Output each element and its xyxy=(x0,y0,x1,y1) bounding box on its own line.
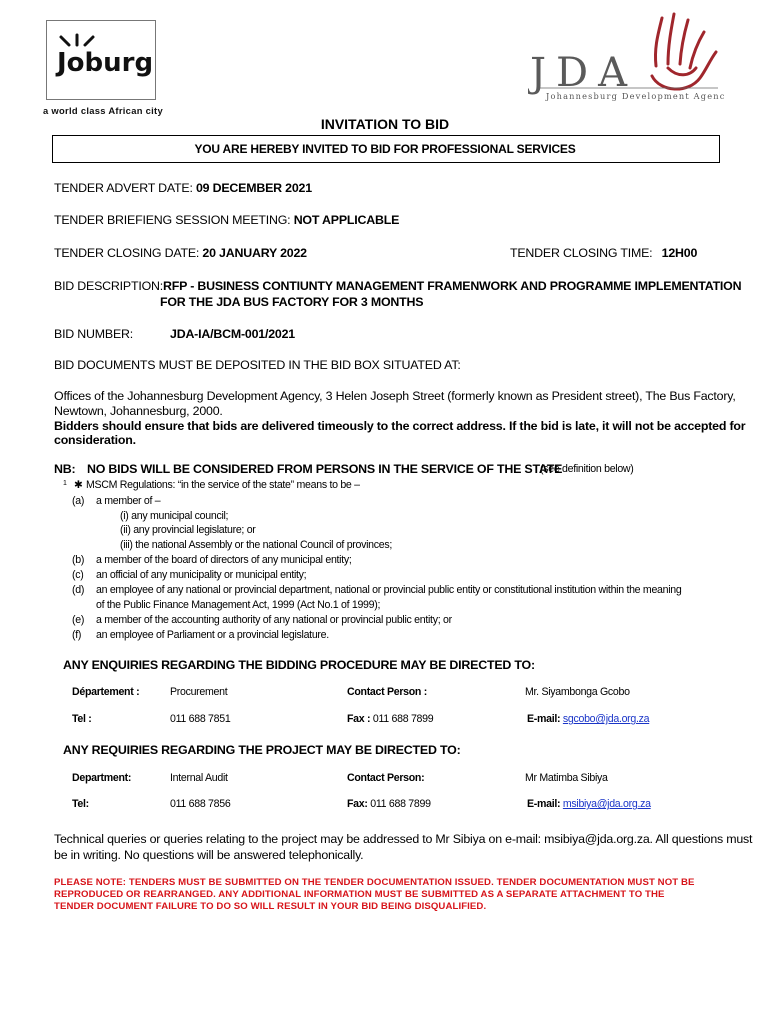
deposit-heading: BID DOCUMENTS MUST BE DEPOSITED IN THE BID BOX SITUATED AT: xyxy=(54,358,461,372)
project-fax-value: 011 688 7899 xyxy=(370,798,431,810)
page-subtitle: YOU ARE HEREBY INVITED TO BID FOR PROFESSIONAL SERVICES xyxy=(194,142,576,156)
project-email xyxy=(527,798,651,810)
deposit-address-line1: Offices of the Johannesburg Development Agency, 3 Helen Joseph Street (formerly known as President street), The Bus Factory, xyxy=(54,389,736,403)
tender-closing-time-label: TENDER CLOSING TIME: xyxy=(510,246,653,260)
nb-item-continued: of the Public Finance Management Act, 1999 (Act No.1 of 1999); xyxy=(96,599,381,611)
project-email-link[interactable]: msibiya@jda.org.za xyxy=(562,798,651,810)
joburg-logo-graphic xyxy=(47,21,155,99)
bidding-fax xyxy=(347,713,433,725)
notice-line1: PLEASE NOTE: TENDERS MUST BE SUBMITTED ON THE TENDER DOCUMENTATION ISSUED. TENDER DOCUMENTATION MUST NOT BE xyxy=(54,877,695,888)
bidding-enquiries-heading: ANY ENQUIRIES REGARDING THE BIDDING PROCEDURE MAY BE DIRECTED TO: xyxy=(63,658,535,672)
tender-briefing xyxy=(54,213,399,227)
nb-subitem: (i) any municipal council; xyxy=(120,510,229,522)
mscm-regulation: MSCM Regulations: “in the service of the state” means to be – xyxy=(86,479,360,491)
nb-label: NB: xyxy=(54,462,76,476)
bidding-dept-value: Procurement xyxy=(170,686,228,698)
project-email-label: E-mail: xyxy=(527,798,561,810)
bidding-dept-label: Département : xyxy=(72,686,140,698)
project-tel-value: 011 688 7856 xyxy=(170,798,231,810)
joburg-tagline: a world class African city xyxy=(43,105,163,116)
bidding-contact-label: Contact Person : xyxy=(347,686,427,698)
technical-queries-line1: Technical queries or queries relating to the project may be addressed to Mr Sibiya on e-mail: msibiya@jda.org.za. All questions must xyxy=(54,832,753,846)
tender-advert-date xyxy=(54,181,312,195)
nb-subitem: (iii) the national Assembly or the national Council of provinces; xyxy=(120,539,392,551)
bid-number-value: JDA-IA/BCM-001/2021 xyxy=(170,327,295,341)
tender-advert-label: TENDER ADVERT DATE: xyxy=(54,181,193,195)
jda-logo-graphic xyxy=(528,8,724,104)
bidding-email-label: E-mail: xyxy=(527,713,561,725)
project-enquiries-heading: ANY REQUIRIES REGARDING THE PROJECT MAY BE DIRECTED TO: xyxy=(63,743,461,757)
jda-hand-icon xyxy=(652,14,716,89)
nb-item: an official of any municipality or municipal entity; xyxy=(96,569,307,581)
jda-logo-text: JDA xyxy=(530,50,637,96)
bid-description-label: BID DESCRIPTION: xyxy=(54,279,164,293)
project-tel-label: Tel: xyxy=(72,798,89,810)
tender-advert-value: 09 DECEMBER 2021 xyxy=(195,181,312,195)
deposit-warning-line2: consideration. xyxy=(54,433,136,447)
deposit-warning-line1: Bidders should ensure that bids are delivered timeously to the correct address. If the bid is late, it will not be accepted for xyxy=(54,419,746,433)
project-dept-label: Department: xyxy=(72,772,132,784)
tender-closing-date-label: TENDER CLOSING DATE: xyxy=(54,246,200,260)
project-contact-label: Contact Person: xyxy=(347,772,425,784)
bidding-tel-label: Tel : xyxy=(72,713,92,725)
nb-note: (see definition below) xyxy=(540,463,634,475)
footnote-mark: 1 xyxy=(63,480,67,487)
bidding-fax-label: Fax : xyxy=(347,713,371,725)
project-fax-label: Fax: xyxy=(347,798,368,810)
bidding-contact-value: Mr. Siyambonga Gcobo xyxy=(525,686,630,698)
deposit-address-line2: Newtown, Johannesburg, 2000. xyxy=(54,404,223,418)
joburg-logo xyxy=(46,20,156,100)
nb-item: an employee of Parliament or a provincial legislature. xyxy=(96,629,329,641)
page-title: INVITATION TO BID xyxy=(320,116,450,132)
notice-line3: TENDER DOCUMENT FAILURE TO DO SO WILL RESULT IN YOUR BID BEING DISQUALIFIED. xyxy=(54,901,487,912)
asterisk-icon: ✱ xyxy=(74,479,83,491)
technical-queries-line2: be in writing. No questions will be answered telephonically. xyxy=(54,848,364,862)
nb-item-mark: (c) xyxy=(72,569,84,581)
tender-briefing-value: NOT APPLICABLE xyxy=(293,213,400,227)
tender-briefing-label: TENDER BRIEFIENG SESSION MEETING: xyxy=(54,213,291,227)
nb-item-mark: (f) xyxy=(72,629,82,641)
bidding-tel-value: 011 688 7851 xyxy=(170,713,231,725)
nb-item-mark: (b) xyxy=(72,554,85,566)
project-contact-value: Mr Matimba Sibiya xyxy=(525,772,608,784)
tender-closing-time-value: 12H00 xyxy=(661,246,698,260)
nb-item: a member of the board of directors of any municipal entity; xyxy=(96,554,352,566)
bidding-email xyxy=(527,713,649,725)
nb-text: NO BIDS WILL BE CONSIDERED FROM PERSONS IN THE SERVICE OF THE STATE xyxy=(87,462,563,476)
nb-item: a member of – xyxy=(96,495,161,507)
joburg-logo-text: Joburg xyxy=(57,48,154,78)
nb-item: an employee of any national or provincial department, national or provincial public entity or constitutional institution within the meaning xyxy=(96,584,682,596)
bid-number-label: BID NUMBER: xyxy=(54,327,134,341)
bid-description-line2: FOR THE JDA BUS FACTORY FOR 3 MONTHS xyxy=(160,295,424,309)
tender-closing-time xyxy=(510,246,697,260)
bid-description-line1: RFP - BUSINESS CONTIUNTY MANAGEMENT FRAMENWORK AND PROGRAMME IMPLEMENTATION xyxy=(163,279,742,293)
project-fax xyxy=(347,798,431,810)
nb-item-mark: (a) xyxy=(72,495,85,507)
tender-closing-date-value: 20 JANUARY 2022 xyxy=(202,246,307,260)
jda-logo xyxy=(528,8,724,104)
project-dept-value: Internal Audit xyxy=(170,772,228,784)
nb-item-mark: (d) xyxy=(72,584,85,596)
notice-line2: REPRODUCED OR REARRANGED. ANY ADDITIONAL INFORMATION MUST BE SUBMITTED AS A SEPARATE ATTACHMENT TO THE xyxy=(54,889,665,900)
bidding-fax-value: 011 688 7899 xyxy=(372,713,434,725)
bidding-email-link[interactable]: sgcobo@jda.org.za xyxy=(562,713,650,725)
nb-item-mark: (e) xyxy=(72,614,85,626)
nb-item: a member of the accounting authority of any national or provincial public entity; or xyxy=(96,614,452,626)
nb-subitem: (ii) any provincial legislature; or xyxy=(120,524,256,536)
tender-closing-date xyxy=(54,246,307,260)
jda-name: Johannesburg Development Agency xyxy=(546,91,724,101)
